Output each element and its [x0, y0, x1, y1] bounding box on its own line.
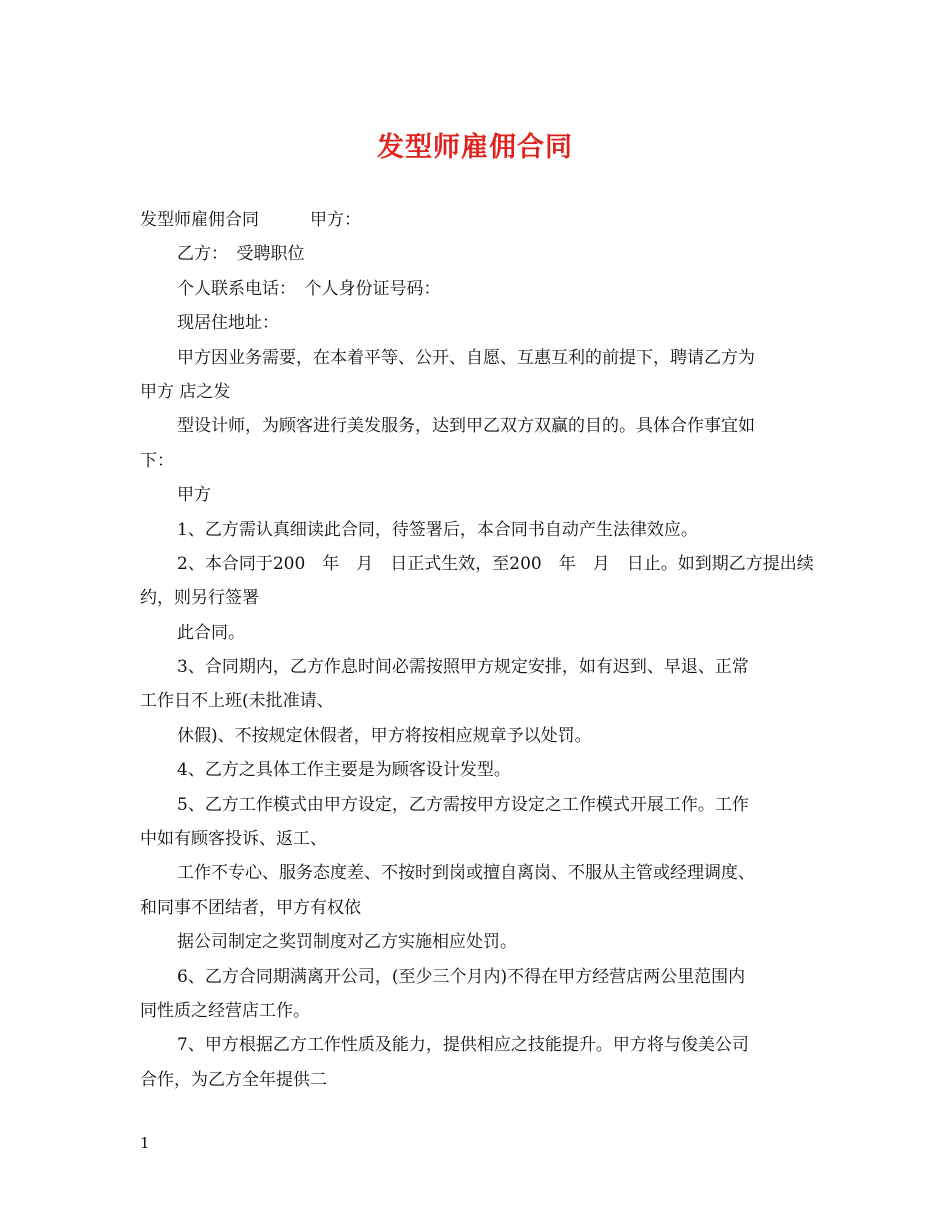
paragraph-line: 4、乙方之具体工作主要是为顾客设计发型。: [177, 760, 511, 781]
paragraph-line: 中如有顾客投诉、返工、: [140, 829, 327, 850]
paragraph-line: 甲方: [177, 485, 211, 506]
paragraph-line: 5、乙方工作模式由甲方设定，乙方需按甲方设定之工作模式开展工作。工作: [177, 794, 749, 815]
paragraph-line: 此合同。: [177, 622, 245, 643]
paragraph-line: 同性质之经营店工作。: [140, 1000, 310, 1021]
paragraph-line: 乙方： 受聘职位: [177, 244, 305, 265]
paragraph-line: 下：: [140, 450, 174, 471]
paragraph-line: 1、乙方需认真细读此合同，待签署后，本合同书自动产生法律效应。: [177, 519, 698, 540]
paragraph-line: 休假)、不按规定休假者，甲方将按相应规章予以处罚。: [177, 725, 592, 746]
document-title: 发型师雇佣合同: [377, 132, 573, 163]
paragraph-line: 7、甲方根据乙方工作性质及能力，提供相应之技能提升。甲方将与俊美公司: [177, 1035, 749, 1056]
paragraph-line: 型设计师，为顾客进行美发服务，达到甲乙双方双赢的目的。具体合作事宜如: [177, 416, 755, 437]
document-body: [140, 203, 812, 1097]
paragraph-line: 甲方因业务需要，在本着平等、公开、自愿、互惠互利的前提下，聘请乙方为: [177, 347, 755, 368]
paragraph-line: 3、合同期内，乙方作息时间必需按照甲方规定安排，如有迟到、早退、正常: [177, 657, 749, 678]
page-number: 1: [140, 1134, 150, 1152]
paragraph-line: 2、本合同于200 年 月 日正式生效，至200 年 月 日止。如到期乙方提出续: [177, 553, 814, 574]
paragraph-line: 工作不专心、服务态度差、不按时到岗或擅自离岗、不服从主管或经理调度、: [177, 863, 755, 884]
paragraph-line: 发型师雇佣合同 甲方：: [140, 210, 361, 230]
paragraph-line: 工作日不上班(未批准请、: [140, 691, 334, 712]
paragraph-line: 6、乙方合同期满离开公司，(至少三个月内)不得在甲方经营店两公里范围内: [177, 966, 746, 987]
paragraph-line: 和同事不团结者，甲方有权依: [140, 897, 361, 918]
paragraph-line: 据公司制定之奖罚制度对乙方实施相应处罚。: [177, 932, 517, 953]
paragraph-line: 约，则另行签署: [140, 588, 259, 609]
paragraph-line: 现居住地址：: [177, 313, 279, 334]
paragraph-line: 合作，为乙方全年提供二: [140, 1069, 327, 1090]
paragraph-line: 个人联系电话： 个人身份证号码：: [177, 278, 441, 299]
paragraph-line: 甲方 店之发: [140, 381, 231, 402]
